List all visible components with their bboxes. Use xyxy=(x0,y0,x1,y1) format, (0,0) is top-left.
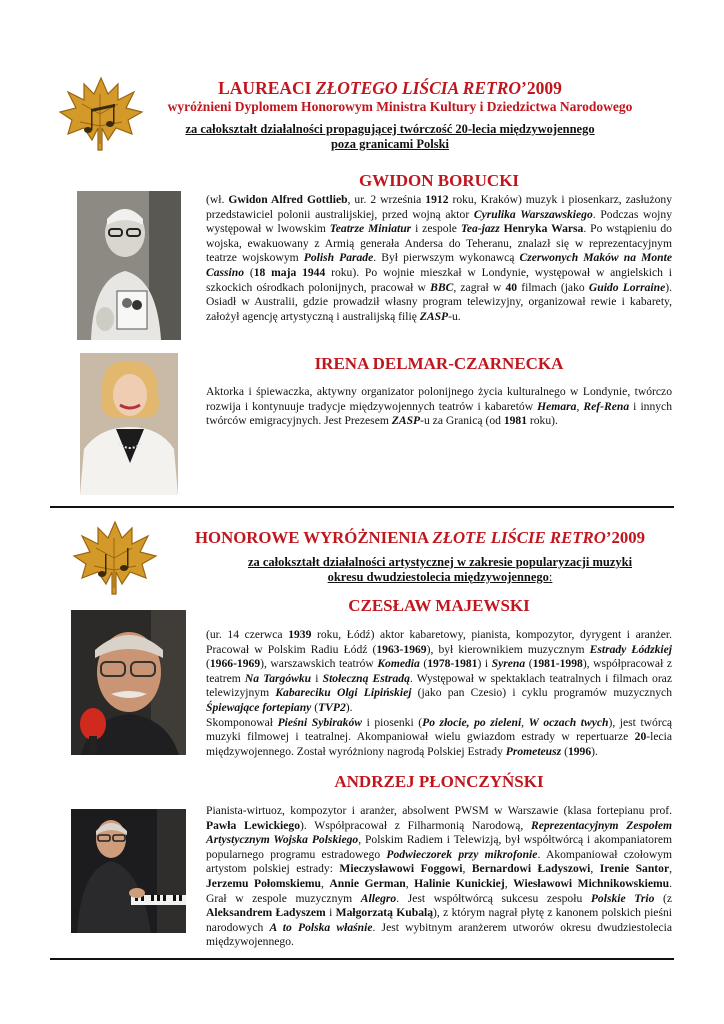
bio-text-segment: Cyrulika Warszawskiego xyxy=(473,207,593,221)
section1-title xyxy=(150,78,630,99)
person3-bio xyxy=(206,628,672,759)
bio-text-segment: ( xyxy=(561,744,568,758)
bio-text-segment: Tea-jazz xyxy=(460,222,500,236)
bio-text-segment: , xyxy=(320,876,330,890)
title-year: ’2009 xyxy=(605,528,646,547)
bio-text-segment: Kabareciku Olgi Lipińskiej xyxy=(275,686,412,700)
bio-text-segment: filmach (jako xyxy=(517,280,589,294)
bio-text-segment: Małgorzatą Kubalą xyxy=(335,906,434,920)
bio-text-segment: Gwidon Alfred Gottlieb xyxy=(228,193,348,206)
person1-photo xyxy=(77,191,181,340)
bio-text-segment: ). xyxy=(345,700,353,714)
bio-text-segment: . Był pierwszym wykonawcą xyxy=(373,251,520,265)
bio-text-segment: Polskie Trio xyxy=(590,891,655,905)
bio-text-segment: ), jest twórcą muzyki filmowej i teatralnej. Akompaniował wielu gwiazdom estrady w repertuarze xyxy=(206,715,673,744)
bio-text-segment: . Jest współtwórcą sukcesu zespołu xyxy=(396,891,591,905)
bio-text-segment: . Po wstąpieniu do wojska, ewakuowany z Armią generała Andersa do Teheranu, znalazł się w reprezentacyjnym teatrze wojskowym xyxy=(206,222,672,265)
bio-text-segment: , xyxy=(576,399,584,413)
bio-text-segment: 1966-1969 xyxy=(209,657,261,671)
bio-text-segment: ), współpracował z teatrem xyxy=(206,657,672,685)
bio-text-segment: Czerwonych Maków na Monte Cassino xyxy=(206,251,673,279)
bio-text-segment: . Akompaniował czołowym artystom polskiej estrady: xyxy=(206,847,673,876)
underline-line-2 xyxy=(200,570,680,585)
bio-text-segment: 40 xyxy=(505,280,518,294)
bio-text-segment: ), był kierownikiem muzycznym xyxy=(426,642,590,656)
bio-text-segment: Ref-Rena xyxy=(583,399,630,413)
bio-text-segment: Teatrze Miniatur xyxy=(329,222,412,236)
bio-text-segment: roku). xyxy=(527,414,558,428)
bio-text-segment: . Jest wybitnym aranżerem utworów okresu dwudziestolecia międzywojennego. xyxy=(206,920,672,949)
bio-text-segment: i xyxy=(311,671,323,685)
underline-line-2: poza granicami Polski xyxy=(330,137,450,151)
bio-text-segment: Pawła Lewickiego xyxy=(206,818,301,832)
title-italic: ZŁOTE LIŚCIE RETRO xyxy=(432,528,606,547)
bio-text-segment: 20 xyxy=(634,730,647,744)
section2-title xyxy=(160,528,680,548)
bio-text-segment: , xyxy=(521,715,529,729)
bio-text-segment: Mieczysławowi Foggowi xyxy=(339,862,463,876)
bio-text-segment: roku, Łódź) aktor kabaretowy, pianista, kompozytor, dyrygent i aranżer. Pracował w Polskim Radiu Łódź ( xyxy=(206,628,672,656)
bio-text-segment: ( xyxy=(244,265,254,279)
bio-text-segment: BBC xyxy=(430,280,454,294)
bio-text-segment: Pianista-wirtuoz, kompozytor i aranżer, absolwent PWSM w Warszawie (klasa fortepianu prof. xyxy=(206,804,672,817)
bio-text-segment: . Podczas wojny występował w lwowskim xyxy=(206,207,672,236)
bio-text-segment: Wiesławowi Michnikowskiemu xyxy=(513,876,670,890)
bio-text-segment: i xyxy=(325,906,336,920)
bio-text-segment: 1981-1998 xyxy=(532,657,583,671)
section1-underline-heading xyxy=(150,122,630,152)
bio-text-segment: 1996 xyxy=(567,744,592,758)
bio-text-segment: roku, Kraków) muzyk i piosenkarz, zasłużony przedstawiciel polonii australijskiej, przed wojną aktor xyxy=(206,193,672,221)
bio-text-segment: Po złocie, po zieleni xyxy=(422,715,522,729)
bio-text-segment: , xyxy=(590,862,600,876)
bio-text-segment: i zespole xyxy=(411,222,461,236)
bio-text-segment: ). xyxy=(591,744,598,758)
section1-subtitle: wyróżnieni Dyplomem Honorowym Ministra Kultury i Dziedzictwa Narodowego xyxy=(167,99,633,114)
bio-text-segment: Annie German xyxy=(329,876,406,890)
person2-bio xyxy=(206,385,672,429)
bio-text-segment: TVP2 xyxy=(318,700,346,714)
bio-text-segment: Śpiewające fortepiany xyxy=(206,700,312,714)
bio-text-segment: roku). Po wojnie mieszkał w Londynie, występował w angielskich i szkockich ośrodkach polonijnych, pracował w xyxy=(206,265,672,294)
bio-text-segment: ). Osiadł w Australii, gdzie prowadził własny program telewizyjny, organizował rewie i kabarety, założył agencję artystyczną i australijską filię xyxy=(206,280,672,323)
bio-text-segment: Allegro xyxy=(360,891,397,905)
bio-text-segment: i piosenki ( xyxy=(362,715,423,729)
person4-photo xyxy=(71,809,186,933)
bio-text-segment: ( xyxy=(206,657,210,671)
bio-text-segment: ), z którym nagrał płytę z kanonem polskich pieśni narodowych xyxy=(206,906,672,934)
section-divider xyxy=(50,506,674,508)
bio-text-segment: ( xyxy=(525,657,533,671)
section2-underline-heading xyxy=(200,555,680,585)
bio-text-segment: (wł. xyxy=(206,193,229,206)
bio-text-segment: -u. xyxy=(448,309,461,323)
bio-text-segment: Bernardowi Ładyszowi xyxy=(471,862,591,876)
bio-text-segment: (jako pan Czesio) i cyklu programów muzycznych xyxy=(411,686,672,700)
bio-text-segment: Stołeczną Estradą xyxy=(322,671,410,685)
bio-text-segment: , xyxy=(504,876,514,890)
bio-text-segment: Estrady Łódzkiej xyxy=(589,642,672,656)
bio-text-segment: Komedia xyxy=(377,657,420,671)
title-italic: ZŁOTEGO LIŚCIA RETRO xyxy=(315,78,522,98)
bio-text-segment: Syrena xyxy=(491,657,526,671)
person4-name: ANDRZEJ PŁONCZYŃSKI xyxy=(334,772,544,791)
bio-text-segment: ( xyxy=(419,657,428,671)
bio-text-segment: ZASP xyxy=(391,414,421,428)
bio-text-segment: 1978-1981 xyxy=(427,657,478,671)
bio-text-segment: , zagrał w xyxy=(453,280,506,294)
bio-text-segment: (ur. 14 czerwca xyxy=(206,628,289,641)
bio-text-segment: 1939 xyxy=(288,628,312,641)
bio-text-segment: -lecia międzywojennego. Został wyróżniony nagrodą Polskiej Estrady xyxy=(206,730,672,758)
bio-text-segment: Polish Parade xyxy=(303,251,374,265)
bio-text-segment: ) i xyxy=(477,657,492,671)
bio-text-segment: . Występował w spektaklach teatralnych i filmach oraz telewizyjnym xyxy=(206,671,672,700)
title-year: ’2009 xyxy=(521,78,562,98)
bio-text-segment: 1981 xyxy=(503,414,527,428)
bio-text-segment: Guido Lorraine xyxy=(588,280,666,294)
bio-text-segment: Halinie Kunickiej xyxy=(414,876,505,890)
person4-bio xyxy=(206,804,672,950)
bio-text-segment: Aktorka i śpiewaczka, aktywny organizator polonijnego życia kulturalnego w Londynie, twórczo rozwija i kontynuuje tradycje międzywojennych teatrów i kabaretów xyxy=(206,385,672,413)
bio-text-segment: i innych twórców emigracyjnych. Jest Prezesem xyxy=(206,399,672,428)
title-plain: HONOROWE WYRÓŻNIENIA xyxy=(194,528,433,547)
bottom-divider xyxy=(50,958,674,960)
person1-name: GWIDON BORUCKI xyxy=(358,171,520,190)
bio-text-segment: Reprezentacyjnym Zespołem Artystycznym Wojska Polskiego xyxy=(206,818,672,847)
title-plain: LAUREACI xyxy=(218,78,316,98)
person2-name: IRENA DELMAR-CZARNECKA xyxy=(314,354,564,373)
underline-line-2-colon: : xyxy=(548,570,553,584)
golden-leaf-logo xyxy=(72,518,158,596)
bio-text-segment: Prometeusz xyxy=(505,744,562,758)
person3-photo xyxy=(71,610,186,755)
person2-photo xyxy=(80,353,178,495)
bio-text-segment: , xyxy=(669,862,673,876)
bio-text-segment: , xyxy=(462,862,472,876)
bio-text-segment: ). Współpracował z Filharmonią Narodową, xyxy=(300,818,531,832)
bio-text-segment: W oczach twych xyxy=(528,715,609,729)
underline-line-1: za całokształt działalności artystycznej w zakresie popularyzacji muzyki xyxy=(247,555,633,569)
underline-line-1: za całokształt działalności propagującej twórczość 20-lecia międzywojennego xyxy=(185,122,595,136)
person3-name: CZESŁAW MAJEWSKI xyxy=(348,596,530,615)
bio-text-segment: 18 maja 1944 xyxy=(253,265,326,279)
bio-text-segment: ( xyxy=(311,700,319,714)
person1-bio xyxy=(206,193,672,324)
bio-text-segment: Aleksandrem Ładyszem xyxy=(206,906,326,920)
bio-text-segment: ZASP xyxy=(419,309,449,323)
bio-text-segment: 1963-1969 xyxy=(376,642,427,656)
bio-text-segment: Na Targówku xyxy=(244,671,312,685)
bio-text-segment: Henryka Warsa xyxy=(503,222,584,236)
bio-text-segment: Hemara xyxy=(537,399,577,413)
bio-text-segment: (z xyxy=(654,891,673,905)
bio-text-segment: Skomponował xyxy=(206,715,278,729)
bio-text-segment: , Polskim Radiem i Telewizją, był współtwórcą i akompaniatorem popularnego programu estradowego xyxy=(206,833,672,861)
golden-leaf-logo xyxy=(58,74,144,152)
bio-text-segment: Pieśni Sybiraków xyxy=(277,715,363,729)
bio-text-segment: Jerzemu Połomskiemu xyxy=(206,876,321,890)
bio-text-segment: -u za Granicą (od xyxy=(420,414,504,428)
bio-text-segment: ), warszawskich teatrów xyxy=(260,657,378,671)
bio-text-segment: , xyxy=(405,876,415,890)
bio-text-segment: A to Polska właśnie xyxy=(269,920,373,934)
bio-text-segment: Podwieczorek przy mikrofonie xyxy=(386,847,538,861)
underline-line-2-text: okresu dwudziestolecia międzywojennego xyxy=(327,570,549,584)
bio-text-segment: Irenie Santor xyxy=(599,862,670,876)
bio-text-segment: 1912 xyxy=(425,193,449,206)
bio-text-segment: , ur. 2 września xyxy=(347,193,426,206)
bio-text-segment: . Grał w zespole muzycznym xyxy=(206,876,673,905)
